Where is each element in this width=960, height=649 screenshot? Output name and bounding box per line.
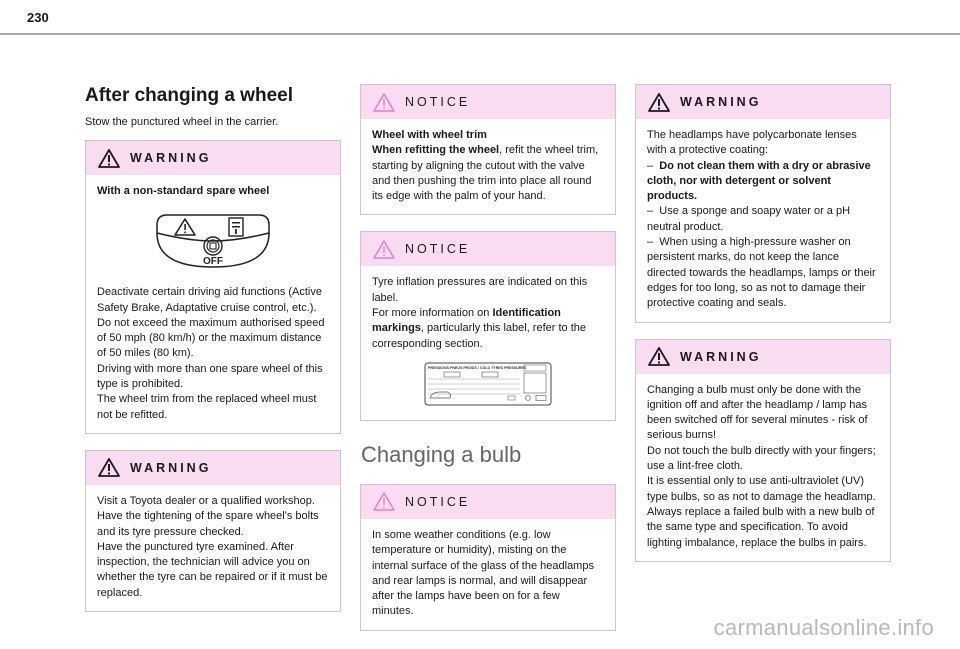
warning-heading: With a non-standard spare wheel [97, 185, 270, 197]
warning-list-text: Use a sponge and soapy water or a pH neutral product. [647, 205, 851, 233]
warning-text-line: Do not exceed the maximum authorised speed of 50 mph (80 km/h) or the maximum distance of 50 miles (80 km). [97, 316, 325, 360]
page-number: 230 [27, 10, 49, 25]
warning-text-line: Deactivate certain driving aid functions (Active Safety Brake, Adaptative cruise control, etc.). [97, 286, 322, 314]
warning-text-line: Have the tightening of the spare wheel's bolts and its tyre pressure checked. [97, 510, 319, 538]
tyre-pressure-label-image [424, 362, 552, 406]
notice-header [361, 85, 615, 119]
notice-header [361, 232, 615, 266]
notice-text [372, 143, 604, 204]
list-dash: – [647, 205, 654, 218]
notice-bold-term: Identification markings [372, 307, 561, 335]
footer-watermark-logo: carmanualsonline.info [713, 615, 934, 640]
warning-label: WARNING [680, 95, 762, 109]
notice-label: NOTICE [405, 494, 471, 509]
intro-text: Stow the punctured wheel in the carrier. [85, 116, 279, 128]
warning-text-line: Driving with more than one spare wheel of this type is prohibited. [97, 362, 323, 391]
warning-label: WARNING [130, 460, 212, 475]
tyre-pressure-label-figure [372, 362, 604, 406]
warning-text-line: Changing a bulb must only be done with the ignition off and after the headlamp / lamp has been switched off for several minutes - risk of serious burns! [647, 383, 868, 442]
warning-header [636, 85, 890, 119]
column-right [635, 84, 891, 578]
figure-off-text: OFF [203, 256, 223, 268]
notice-triangle-icon [373, 240, 395, 259]
notice-text-prefix: For more information on [372, 307, 493, 320]
warning-triangle-icon [648, 93, 670, 112]
tyre-label-header: PRESSIONS PNEUS FROIDS / COLD TYRES PRESSURES [428, 365, 527, 370]
warning-list-text: When using a high-pressure washer on persistent marks, do not keep the lance directed towards the headlamps, lamps or their edges for too long, so as not to damage their protective coating and seals. [647, 236, 876, 310]
warning-triangle-icon [98, 458, 120, 477]
warning-label: WARNING [680, 349, 762, 364]
warning-triangle-icon [648, 347, 670, 366]
warning-box-headlamp-lenses [635, 84, 891, 323]
notice-text-suffix: , particularly this label, refer to the corresponding section. [372, 322, 586, 350]
column-left [85, 85, 341, 628]
column-middle [360, 84, 616, 647]
notice-text [372, 306, 604, 352]
notice-text-rest: , refit the wheel trim, starting by aligning the cutout with the valve and then pushing the trim into place all round its edge with the palm of your hand. [372, 144, 599, 203]
notice-heading: Wheel with wheel trim [372, 129, 487, 141]
driving-aid-off-icon [153, 211, 273, 271]
notice-header [361, 485, 615, 519]
notice-triangle-icon [373, 93, 395, 112]
list-dash: – [647, 159, 654, 172]
warning-intro: The headlamps have polycarbonate lenses with a protective coating: [647, 129, 857, 157]
notice-text: Tyre inflation pressures are indicated on this label. [372, 276, 588, 304]
section-title-after-changing-wheel: After changing a wheel [85, 85, 293, 106]
warning-header [86, 141, 340, 175]
warning-list-item [647, 235, 879, 311]
warning-text-line: Do not touch the bulb directly with your fingers; use a lint-free cloth. [647, 444, 876, 473]
notice-box-wheel-trim [360, 84, 616, 215]
notice-text: In some weather conditions (e.g. low temperature or humidity), misting on the internal surface of the glass of the headlamps and rear lamps is normal, and will disappear after the lamps have been on for a few minutes. [372, 528, 594, 618]
header-rule [0, 33, 960, 35]
warning-label: WARNING [130, 151, 212, 165]
section-title-changing-bulb: Changing a bulb [361, 441, 522, 467]
warning-text-line: The wheel trim from the replaced wheel must not be refitted. [97, 393, 317, 421]
warning-box-bulb-change [635, 339, 891, 562]
warning-box-dealer [85, 450, 341, 612]
driving-aid-off-figure [97, 211, 329, 271]
warning-text-line: Have the punctured tyre examined. After inspection, the technician will advice you on whether the tyre can be repaired or if it must be replaced. [97, 540, 328, 599]
notice-box-tyre-pressure [360, 231, 616, 420]
warning-text-line: Always replace a failed bulb with a new bulb of the same type and specification. To avoid lighting imbalance, replace the bulbs in pairs. [647, 505, 875, 549]
warning-header [636, 340, 890, 374]
notice-box-misting [360, 484, 616, 631]
warning-text-line: It is essential only to use anti-ultraviolet (UV) type bulbs, so as not to damage the headlamp. [647, 475, 876, 503]
notice-label: NOTICE [405, 242, 471, 257]
notice-bold-lead: When refitting the wheel [372, 144, 500, 157]
notice-label: NOTICE [405, 95, 471, 109]
notice-triangle-icon [373, 492, 395, 511]
warning-triangle-icon [98, 149, 120, 168]
warning-text-line: Visit a Toyota dealer or a qualified workshop. [97, 494, 315, 507]
list-dash: – [647, 236, 654, 249]
warning-list-bold: Do not clean them with a dry or abrasive cloth, nor with detergent or solvent products. [647, 159, 871, 203]
warning-list-item [647, 204, 879, 235]
warning-list-item [647, 159, 879, 205]
warning-box-spare-wheel [85, 140, 341, 434]
warning-header [86, 451, 340, 485]
